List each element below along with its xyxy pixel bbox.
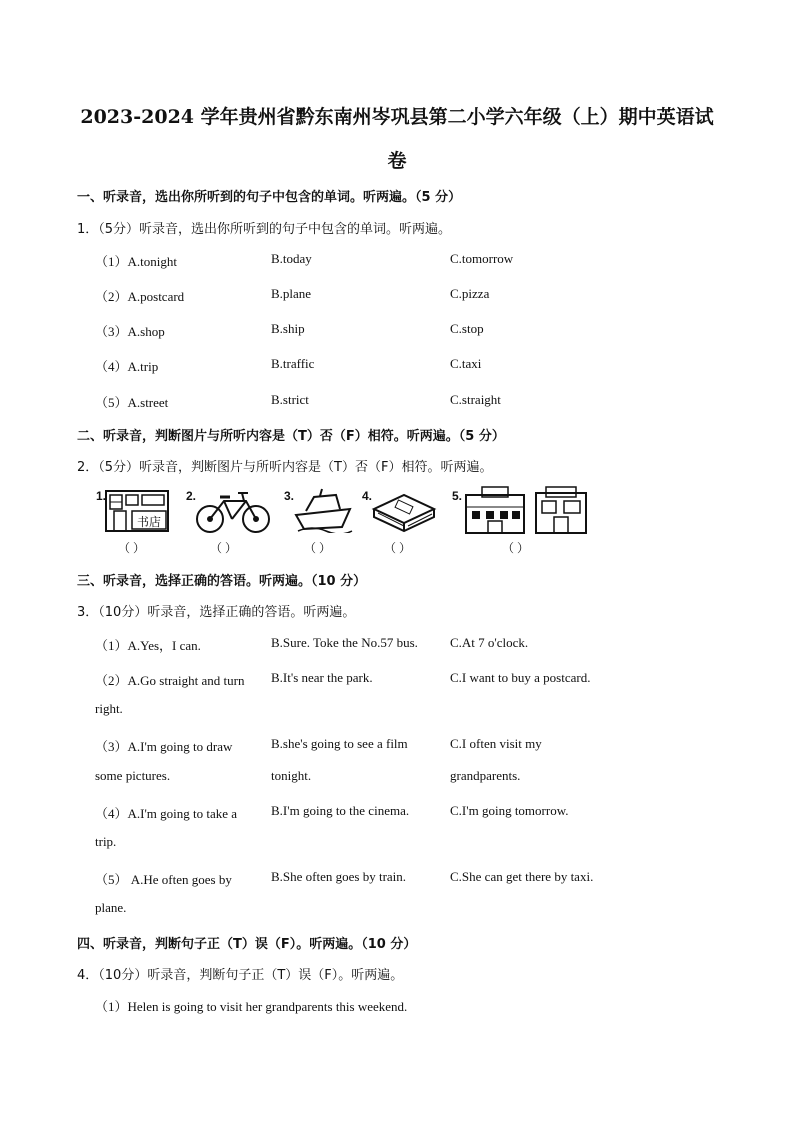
q3-row5-a: （5） A.He often goes by xyxy=(95,872,232,887)
buildings-icon xyxy=(462,485,590,535)
q1-row1-c: C.tomorrow xyxy=(450,251,514,266)
q3-row1-c: C.At 7 o'clock. xyxy=(450,635,529,650)
q3-row4-a: （4）A.I'm going to take a xyxy=(95,806,238,821)
q3-row4-c: C.I'm going tomorrow. xyxy=(450,803,569,818)
question-3: 3．（10分）听录音，选择正确的答语。听两遍。 xyxy=(77,605,356,620)
section-4-heading: 四、听录音，判断句子正（T）误（F）。听两遍。（10 分） xyxy=(77,937,417,952)
q3-row3-c-cont: grandparents. xyxy=(450,768,521,783)
pic-5-answer[interactable]: （ ） xyxy=(502,541,530,555)
q1-row2-c: C.pizza xyxy=(450,286,490,301)
pic-4-answer[interactable]: （ ） xyxy=(384,541,412,555)
q3-row1-a: （1）A.Yes，I can. xyxy=(95,638,201,653)
pic-1-answer[interactable]: （ ） xyxy=(118,541,146,555)
bookstore-icon xyxy=(104,487,172,533)
q3-row3-a-cont: some pictures. xyxy=(95,768,171,783)
section-1-heading: 一、听录音，选出你所听到的句子中包含的单词。听两遍。（5 分） xyxy=(77,190,462,205)
q1-row4-a: （4）A.trip xyxy=(95,359,159,374)
pic-4-number: 4. xyxy=(362,489,373,503)
bookstore-sign: 书店 xyxy=(136,515,162,529)
q1-row5-a: （5）A.street xyxy=(95,395,169,410)
title-line-1: 2023-2024 学年贵州省黔东南州岑巩县第二小学六年级（上）期中英语试 xyxy=(80,106,714,128)
q1-row2-a: （2）A.postcard xyxy=(95,289,185,304)
q3-row5-b: B.She often goes by train. xyxy=(271,869,407,884)
q3-row3-c: C.I often visit my xyxy=(450,736,542,751)
q1-row4-b: B.traffic xyxy=(271,356,315,371)
ship-icon xyxy=(292,487,354,533)
page-title xyxy=(60,95,734,183)
q4-row1: （1）Helen is going to visit her grandparents this weekend. xyxy=(95,999,408,1014)
question-4: 4．（10分）听录音，判断句子正（T）误（F）。听两遍。 xyxy=(77,968,404,983)
pic-5-number: 5. xyxy=(452,489,463,503)
pic-2-answer[interactable]: （ ） xyxy=(210,541,238,555)
pic-1-number: 1. xyxy=(96,489,107,503)
q3-row4-b: B.I'm going to the cinema. xyxy=(271,803,410,818)
q3-row2-c: C.I want to buy a postcard. xyxy=(450,670,591,685)
q1-row5-b: B.strict xyxy=(271,392,309,407)
q3-row4-a-cont: trip. xyxy=(95,834,117,849)
q3-row5-c: C.She can get there by taxi. xyxy=(450,869,594,884)
pic-3-number: 3. xyxy=(284,489,295,503)
picture-strip xyxy=(90,485,610,555)
q1-row2-b: B.plane xyxy=(271,286,312,301)
bicycle-icon xyxy=(194,487,272,535)
q1-row3-b: B.ship xyxy=(271,321,305,336)
section-2-heading: 二、听录音，判断图片与所听内容是（T）否（F）相符。听两遍。（5 分） xyxy=(77,429,505,444)
q3-row3-b-cont: tonight. xyxy=(271,768,312,783)
title-line-2: 卷 xyxy=(387,150,407,172)
q1-row3-a: （3）A.shop xyxy=(95,324,165,339)
pic-3-answer[interactable]: （ ） xyxy=(304,541,332,555)
q3-row2-a: （2）A.Go straight and turn xyxy=(95,673,245,688)
q3-row3-b: B.she's going to see a film xyxy=(271,736,408,751)
question-1: 1．（5分）听录音，选出你所听到的句子中包含的单词。听两遍。 xyxy=(77,222,452,237)
q3-row2-b: B.It's near the park. xyxy=(271,670,373,685)
q3-row2-a-cont: right. xyxy=(95,701,123,716)
q3-row3-a: （3）A.I'm going to draw xyxy=(95,739,233,754)
books-icon xyxy=(370,487,438,533)
q1-row4-c: C.taxi xyxy=(450,356,482,371)
pic-2-number: 2. xyxy=(186,489,197,503)
q3-row5-a-cont: plane. xyxy=(95,900,127,915)
q1-row1-b: B.today xyxy=(271,251,312,266)
section-3-heading: 三、听录音，选择正确的答语。听两遍。（10 分） xyxy=(77,574,367,589)
q1-row5-c: C.straight xyxy=(450,392,501,407)
q3-row1-b: B.Sure. Toke the No.57 bus. xyxy=(271,635,418,650)
question-2: 2．（5分）听录音，判断图片与所听内容是（T）否（F）相符。听两遍。 xyxy=(77,460,493,475)
q1-row3-c: C.stop xyxy=(450,321,484,336)
q1-row1-a: （1）A.tonight xyxy=(95,254,177,269)
